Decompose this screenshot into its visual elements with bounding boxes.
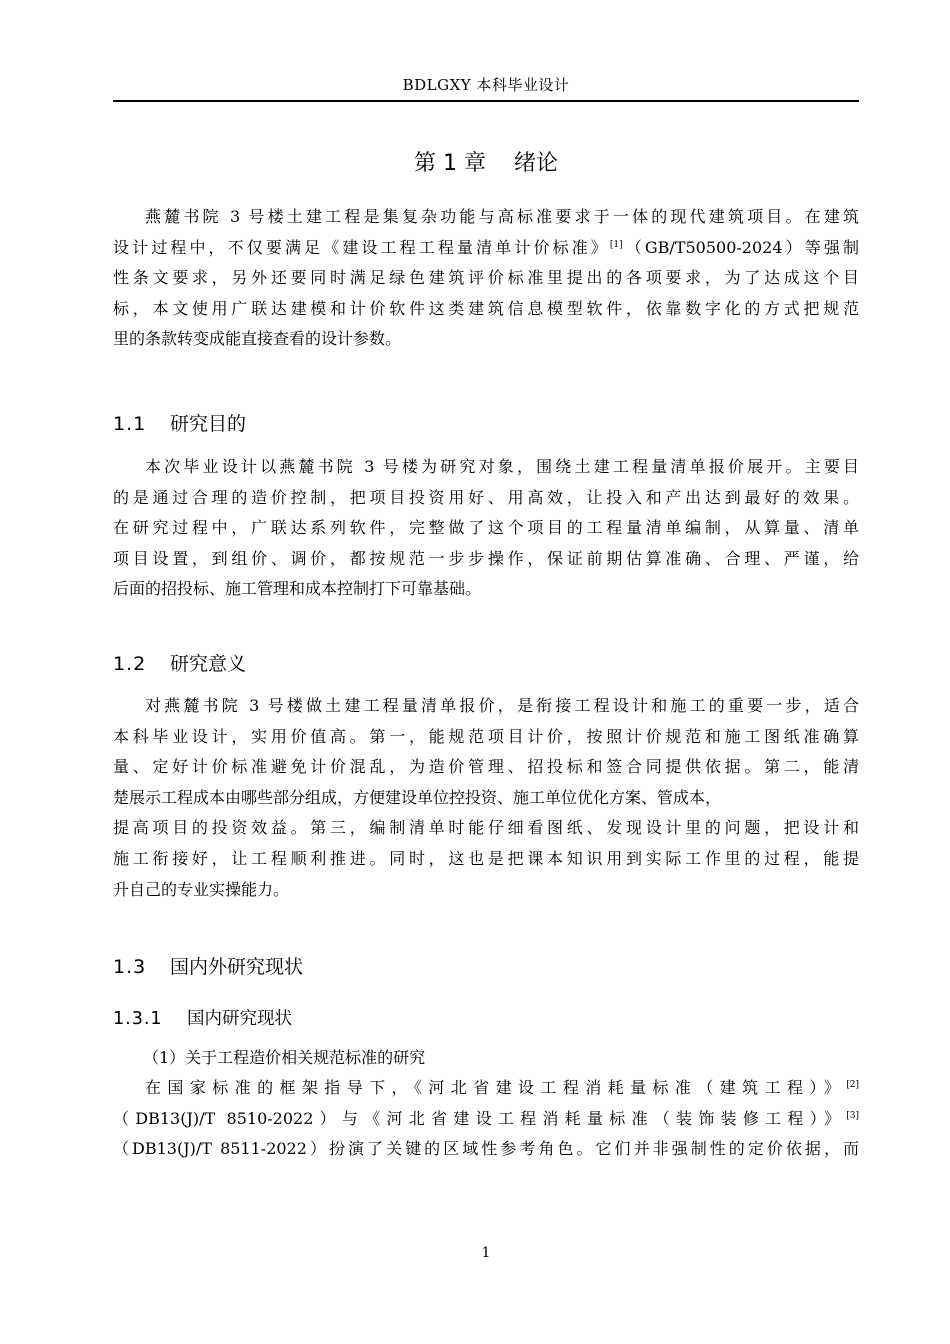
s1-line-1: 本次毕业设计以燕麓书院 3 号楼为研究对象，围绕土建工程量清单报价展开。主要目: [145, 457, 859, 476]
intro-line-1: 燕麓书院 3 号楼土建工程是集复杂功能与高标准要求于一体的现代建筑项目。在建筑: [145, 207, 859, 226]
section-1-1-paragraph: [113, 452, 859, 605]
s2-line-5: 提高项目的投资效益。第三，编制清单时能仔细看图纸、发现设计里的问题，把设计和: [113, 818, 859, 838]
list-item-heading: （1）关于工程造价相关规范标准的研究: [143, 1048, 426, 1067]
section-title: 研究目的: [170, 413, 247, 435]
s3-line-2: [113, 1104, 859, 1135]
section-1-2-paragraph: [113, 691, 859, 905]
section-heading-1-2: [113, 651, 246, 677]
citation-2: [2]: [846, 1080, 859, 1090]
intro-line-4: 标，本文使用广联达建模和计价软件这类建筑信息模型软件，依靠数字化的方式把规范: [113, 298, 859, 318]
intro-line-5: 里的条款转变成能直接查看的设计参数。: [113, 329, 402, 349]
intro-line-2-text-b: （GB/T50500-2024）等强制: [622, 237, 859, 257]
s3-line-2-text: （DB13(J)/T 8510-2022）与《河北省建设工程消耗量标准（装饰装修工程）》: [113, 1108, 847, 1128]
s1-line-2: 的是通过合理的造价控制，把项目投资用好、用高效，让投入和产出达到最好的效果。: [113, 487, 859, 507]
section-number: 1.1: [113, 413, 147, 435]
s2-line-4: 楚展示工程成本由哪些部分组成，方便建设单位控投资、施工单位优化方案、管成本，: [113, 787, 722, 807]
s3-line-1-text: 在国家标准的框架指导下，《河北省建设工程消耗量标准（建筑工程）》: [145, 1078, 847, 1097]
s1-line-3: 在研究过程中，广联达系列软件，完整做了这个项目的工程量清单编制，从算量、清单: [113, 518, 859, 538]
section-1-3-1-paragraph: [113, 1073, 859, 1165]
subsection-number: 1.3.1: [113, 1009, 163, 1029]
s3-line-3: （DB13(J)/T 8511-2022）扮演了关键的区域性参考角色。它们并非强制性的定价依据，而: [113, 1139, 859, 1159]
section-number: 1.2: [113, 653, 147, 675]
chapter-title: 第 1 章 绪论: [414, 151, 558, 176]
page-number: 1: [481, 1245, 491, 1261]
intro-paragraph: [113, 202, 859, 355]
citation-3: [3]: [846, 1110, 859, 1121]
s3-line-1: [113, 1073, 859, 1104]
section-heading-1-1: [113, 411, 246, 437]
section-heading-1-3: [113, 954, 303, 980]
s1-line-4: 项目设置，到组价、调价，都按规范一步步操作，保证前期估算准确、合理、严谨，给: [113, 548, 859, 568]
s2-line-2: 本科毕业设计，实用价值高。第一，能规范项目计价，按照计价规范和施工图纸准确算: [113, 726, 859, 746]
section-title: 研究意义: [170, 653, 247, 675]
intro-line-2: [113, 233, 859, 264]
s2-line-7: 升自己的专业实操能力。: [113, 879, 290, 899]
section-title: 国内外研究现状: [170, 956, 304, 978]
subsection-title: 国内研究现状: [187, 1009, 292, 1029]
header-divider: [113, 100, 859, 102]
intro-line-2-text-a: 设计过程中，不仅要满足《建设工程工程量清单计价标准》: [113, 237, 610, 257]
citation-1: [1]: [609, 239, 623, 250]
subsection-heading-1-3-1: [113, 1007, 292, 1031]
running-header: BDLGXY 本科毕业设计: [402, 76, 570, 94]
intro-line-3: 性条文要求，另外还要同时满足绿色建筑评价标准里提出的各项要求，为了达成这个目: [113, 268, 859, 288]
s2-line-1: 对燕麓书院 3 号楼做土建工程量清单报价，是衔接工程设计和施工的重要一步，适合: [145, 696, 859, 715]
s1-line-5: 后面的招投标、施工管理和成本控制打下可靠基础。: [113, 579, 482, 599]
s2-line-3: 量、定好计价标准避免计价混乱，为造价管理、招投标和签合同提供依据。第二，能清: [113, 757, 859, 777]
section-number: 1.3: [113, 956, 147, 978]
s2-line-6: 施工衔接好，让工程顺利推进。同时，这也是把课本知识用到实际工作里的过程，能提: [113, 848, 859, 868]
